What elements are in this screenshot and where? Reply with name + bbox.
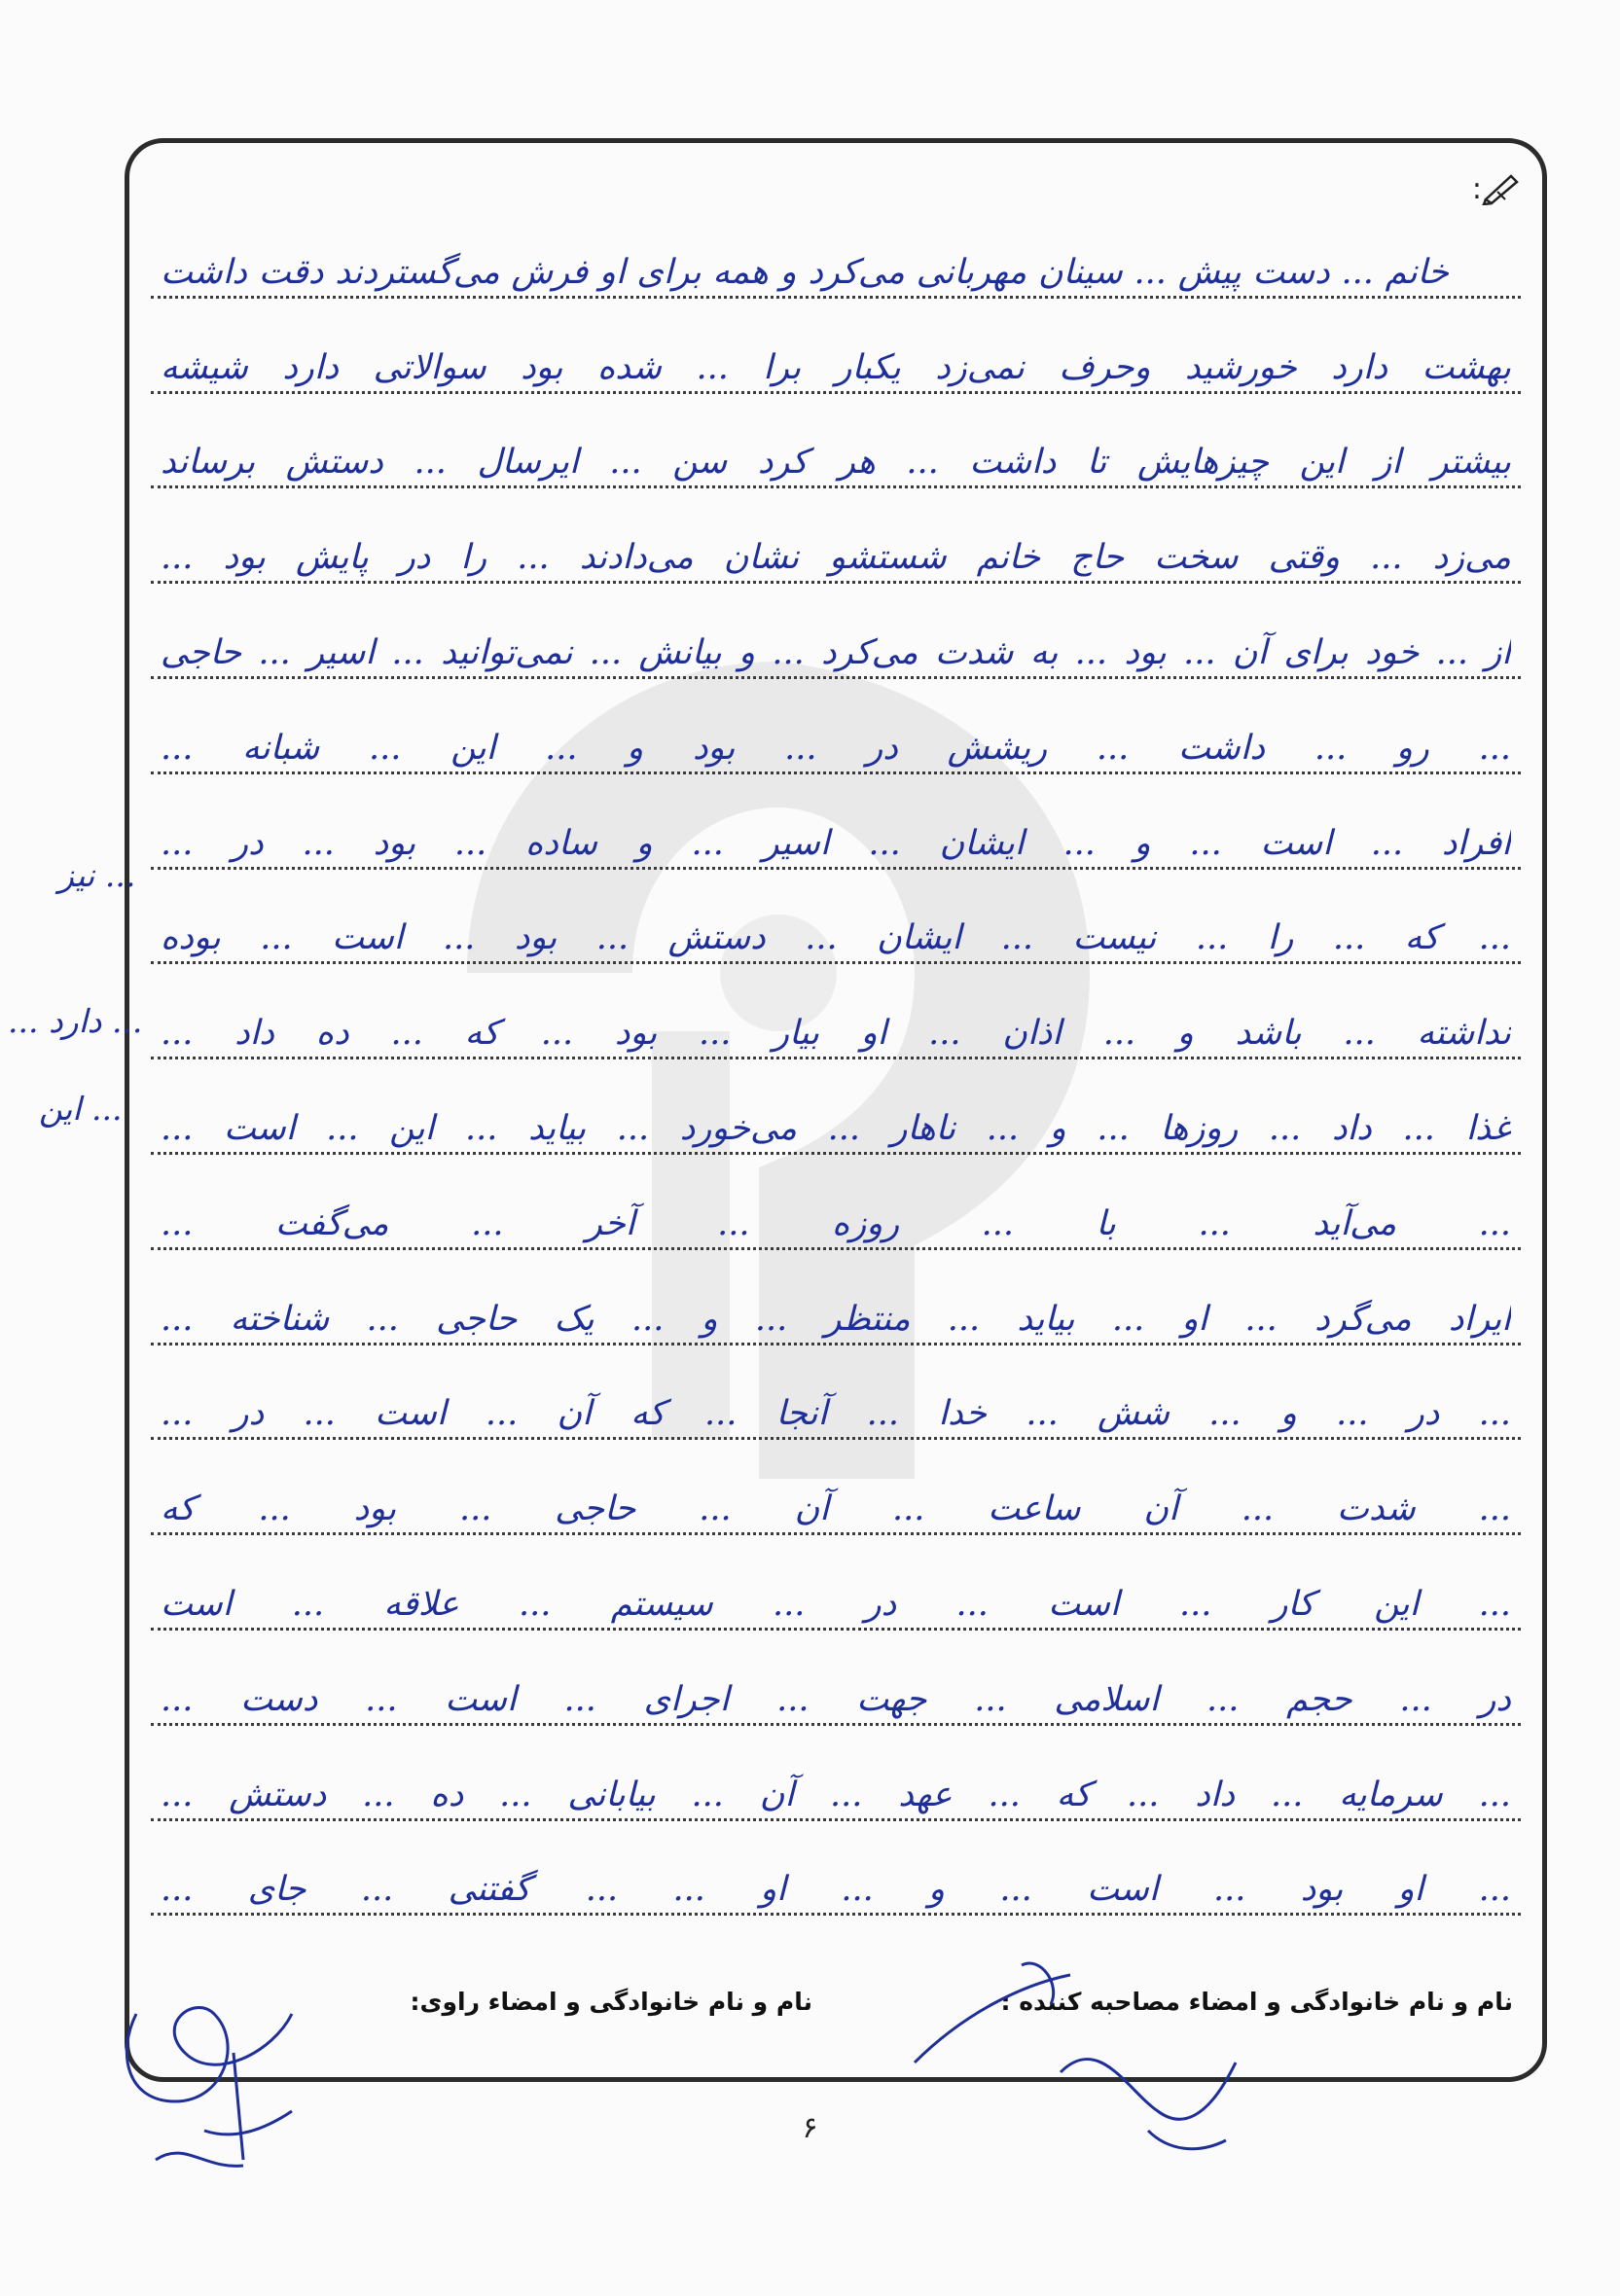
interviewer-signature-label: نام و نام خانوادگی و امضاء مصاحبه کننده : [1000, 1988, 1513, 2016]
text-line [151, 1821, 1521, 1917]
text-line [151, 1440, 1521, 1535]
text-line [151, 774, 1521, 870]
line-text: می‌زد ... وقتی سخت حاج خانم شستشو نشان می‌دادند ... را در پایش بود ... [161, 538, 1511, 578]
line-text: غذا ... داد ... روزها ... و ... ناهار ... می‌خورد ... بیاید ... این ... است ... [161, 1108, 1511, 1148]
line-text: خانم ... دست پیش ... سینان مهربانی می‌کرد و همه برای او فرش می‌گستردند دقت داشت [161, 252, 1449, 292]
line-text: بهشت دارد خورشید وحرف نمی‌زد یکبار برا ... شده بود سوالاتی دارد شیشه [161, 347, 1511, 387]
text-line [151, 1535, 1521, 1631]
line-text: ... در ... و ... شش ... خدا ... آنجا ... که آن ... است ... در ... [161, 1394, 1511, 1434]
line-text: افراد ... است ... و ... ایشان ... اسیر ... و ساده ... بود ... در ... [161, 823, 1511, 863]
signature-footer [159, 1980, 1513, 2028]
line-text: نداشته ... باشد و ... اذان ... او بیار ... بود ... که ... ده داد ... [161, 1014, 1511, 1054]
text-line [151, 299, 1521, 394]
line-text: ... او بود ... است ... و ... او ... ... گفتنی ... جای ... [161, 1870, 1511, 1910]
pen-colon: : [1471, 172, 1482, 206]
page-number: ۶ [802, 2111, 818, 2145]
text-line [151, 203, 1521, 299]
line-text: ... رو ... داشت ... ریشش در ... بود و ... این ... شبانه ... [161, 728, 1511, 768]
line-text: ... که ... را ... نیست ... ایشان ... دستش ... بود ... است ... بوده [161, 918, 1511, 958]
line-text: در ... حجم ... اسلامی ... جهت ... اجرای ... است ... دست ... [161, 1679, 1511, 1719]
handwritten-lines [151, 203, 1521, 1916]
line-text: ... شدت ... آن ساعت ... آن ... حاجی ... بود ... که [161, 1489, 1511, 1529]
narrator-signature-label: نام و نام خانوادگی و امضاء راوی: [410, 1988, 812, 2016]
line-text: ایراد می‌گرد ... او ... بیاید ... منتظر ... و ... یک حاجی ... شناخته ... [161, 1299, 1511, 1339]
line-text: ... سرمایه ... داد ... که ... عهد ... آن ... بیابانی ... ده ... دستش ... [161, 1775, 1511, 1814]
text-line [151, 964, 1521, 1059]
line-text: ... می‌آید ... با ... روزه ... آخر ... می‌گفت ... [161, 1203, 1511, 1243]
text-line [151, 679, 1521, 774]
line-text: از ... خود برای آن ... بود ... به شدت می‌کرد ... و بیانش ... نمی‌توانید ... اسیر ... حاجی [161, 632, 1511, 672]
text-line [151, 1250, 1521, 1345]
text-line [151, 1726, 1521, 1821]
text-line [151, 1345, 1521, 1441]
text-line [151, 1631, 1521, 1726]
text-line [151, 1059, 1521, 1155]
text-line [151, 584, 1521, 679]
line-text: بیشتر از این چیزهایش تا داشت ... هر کرد سن ... ایرسال ... دستش برساند [161, 443, 1511, 483]
line-text: ... این کار ... است ... در ... سیستم ... علاقه ... است [161, 1584, 1511, 1624]
pen-writing-icon [1482, 172, 1521, 205]
text-line [151, 394, 1521, 489]
text-line [151, 1155, 1521, 1250]
margin-note: ... نیز [58, 856, 136, 894]
margin-note: ... دارد ... [8, 1002, 143, 1040]
text-line [151, 488, 1521, 584]
margin-note: ... این [39, 1090, 123, 1128]
writing-frame [125, 138, 1547, 2082]
text-line [151, 870, 1521, 965]
